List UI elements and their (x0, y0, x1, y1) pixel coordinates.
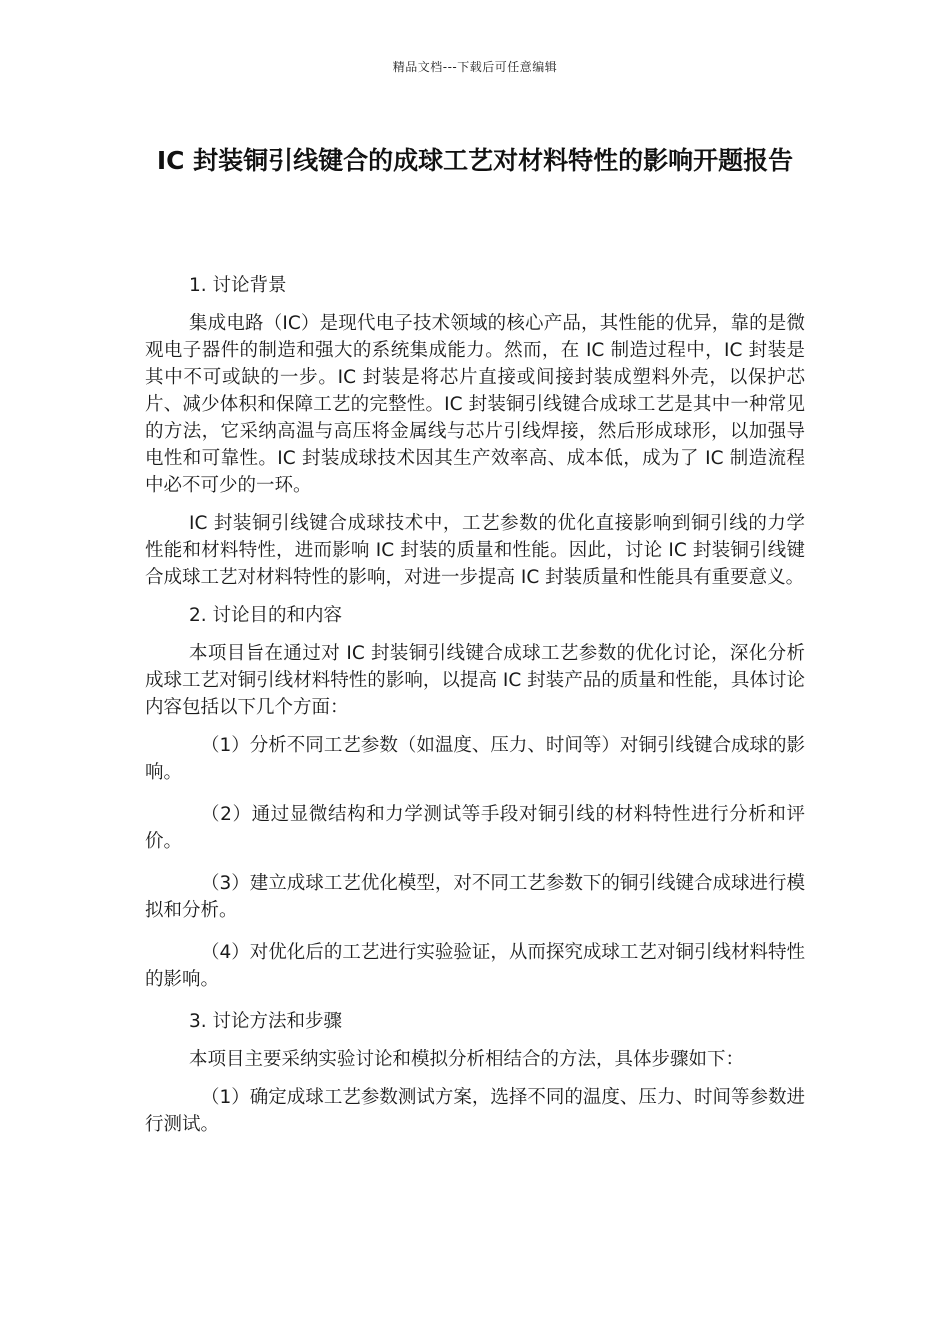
list-item: （1）分析不同工艺参数（如温度、压力、时间等）对铜引线键合成球的影响。 (145, 735, 805, 783)
section-heading: 1. 讨论背景 (189, 275, 287, 296)
section-heading: 3. 讨论方法和步骤 (189, 1011, 343, 1032)
list-item: （4）对优化后的工艺进行实验验证，从而探究成球工艺对铜引线材料特性的影响。 (145, 942, 805, 990)
paragraph: 本项目旨在通过对 IC 封装铜引线键合成球工艺参数的优化讨论，深化分析成球工艺对铜引线材料特性的影响，以提高 IC 封装产品的质量和性能，具体讨论内容包括以下几个方面： (145, 643, 805, 718)
paragraph: 集成电路（IC）是现代电子技术领域的核心产品，其性能的优异，靠的是微观电子器件的制造和强大的系统集成能力。然而，在 IC 制造过程中，IC 封装是其中不可或缺的一步。IC 封装是将芯片直接或间接封装成塑料外壳，以保护芯片、减少体积和保障工艺的完整性。IC 封装铜引线键合成球工艺是其中一种常见的方法，它采纳高温与高压将金属线与芯片引线焊接，然后形成球形，以加强导电性和可靠性。IC 封装成球技术因其生产效率高、成本低，成为了 IC 制造流程中必不可少的一环。 (145, 313, 805, 496)
document-body (145, 272, 805, 1153)
paragraph: IC 封装铜引线键合成球技术中，工艺参数的优化直接影响到铜引线的力学性能和材料特性，进而影响 IC 封装的质量和性能。因此，讨论 IC 封装铜引线键合成球工艺对材料特性的影响，对进一步提高 IC 封装质量和性能具有重要意义。 (145, 513, 805, 588)
paragraph: 本项目主要采纳实验讨论和模拟分析相结合的方法，具体步骤如下： (189, 1049, 745, 1070)
list-item: （3）建立成球工艺优化模型，对不同工艺参数下的铜引线键合成球进行模拟和分析。 (145, 873, 805, 921)
section-heading: 2. 讨论目的和内容 (189, 605, 343, 626)
header-note: 精品文档---下载后可任意编辑 (392, 60, 558, 74)
list-item: （1）确定成球工艺参数测试方案，选择不同的温度、压力、时间等参数进行测试。 (145, 1087, 805, 1135)
list-item: （2）通过显微结构和力学测试等手段对铜引线的材料特性进行分析和评价。 (145, 804, 805, 852)
document-title: IC 封装铜引线键合的成球工艺对材料特性的影响开题报告 (156, 146, 794, 175)
